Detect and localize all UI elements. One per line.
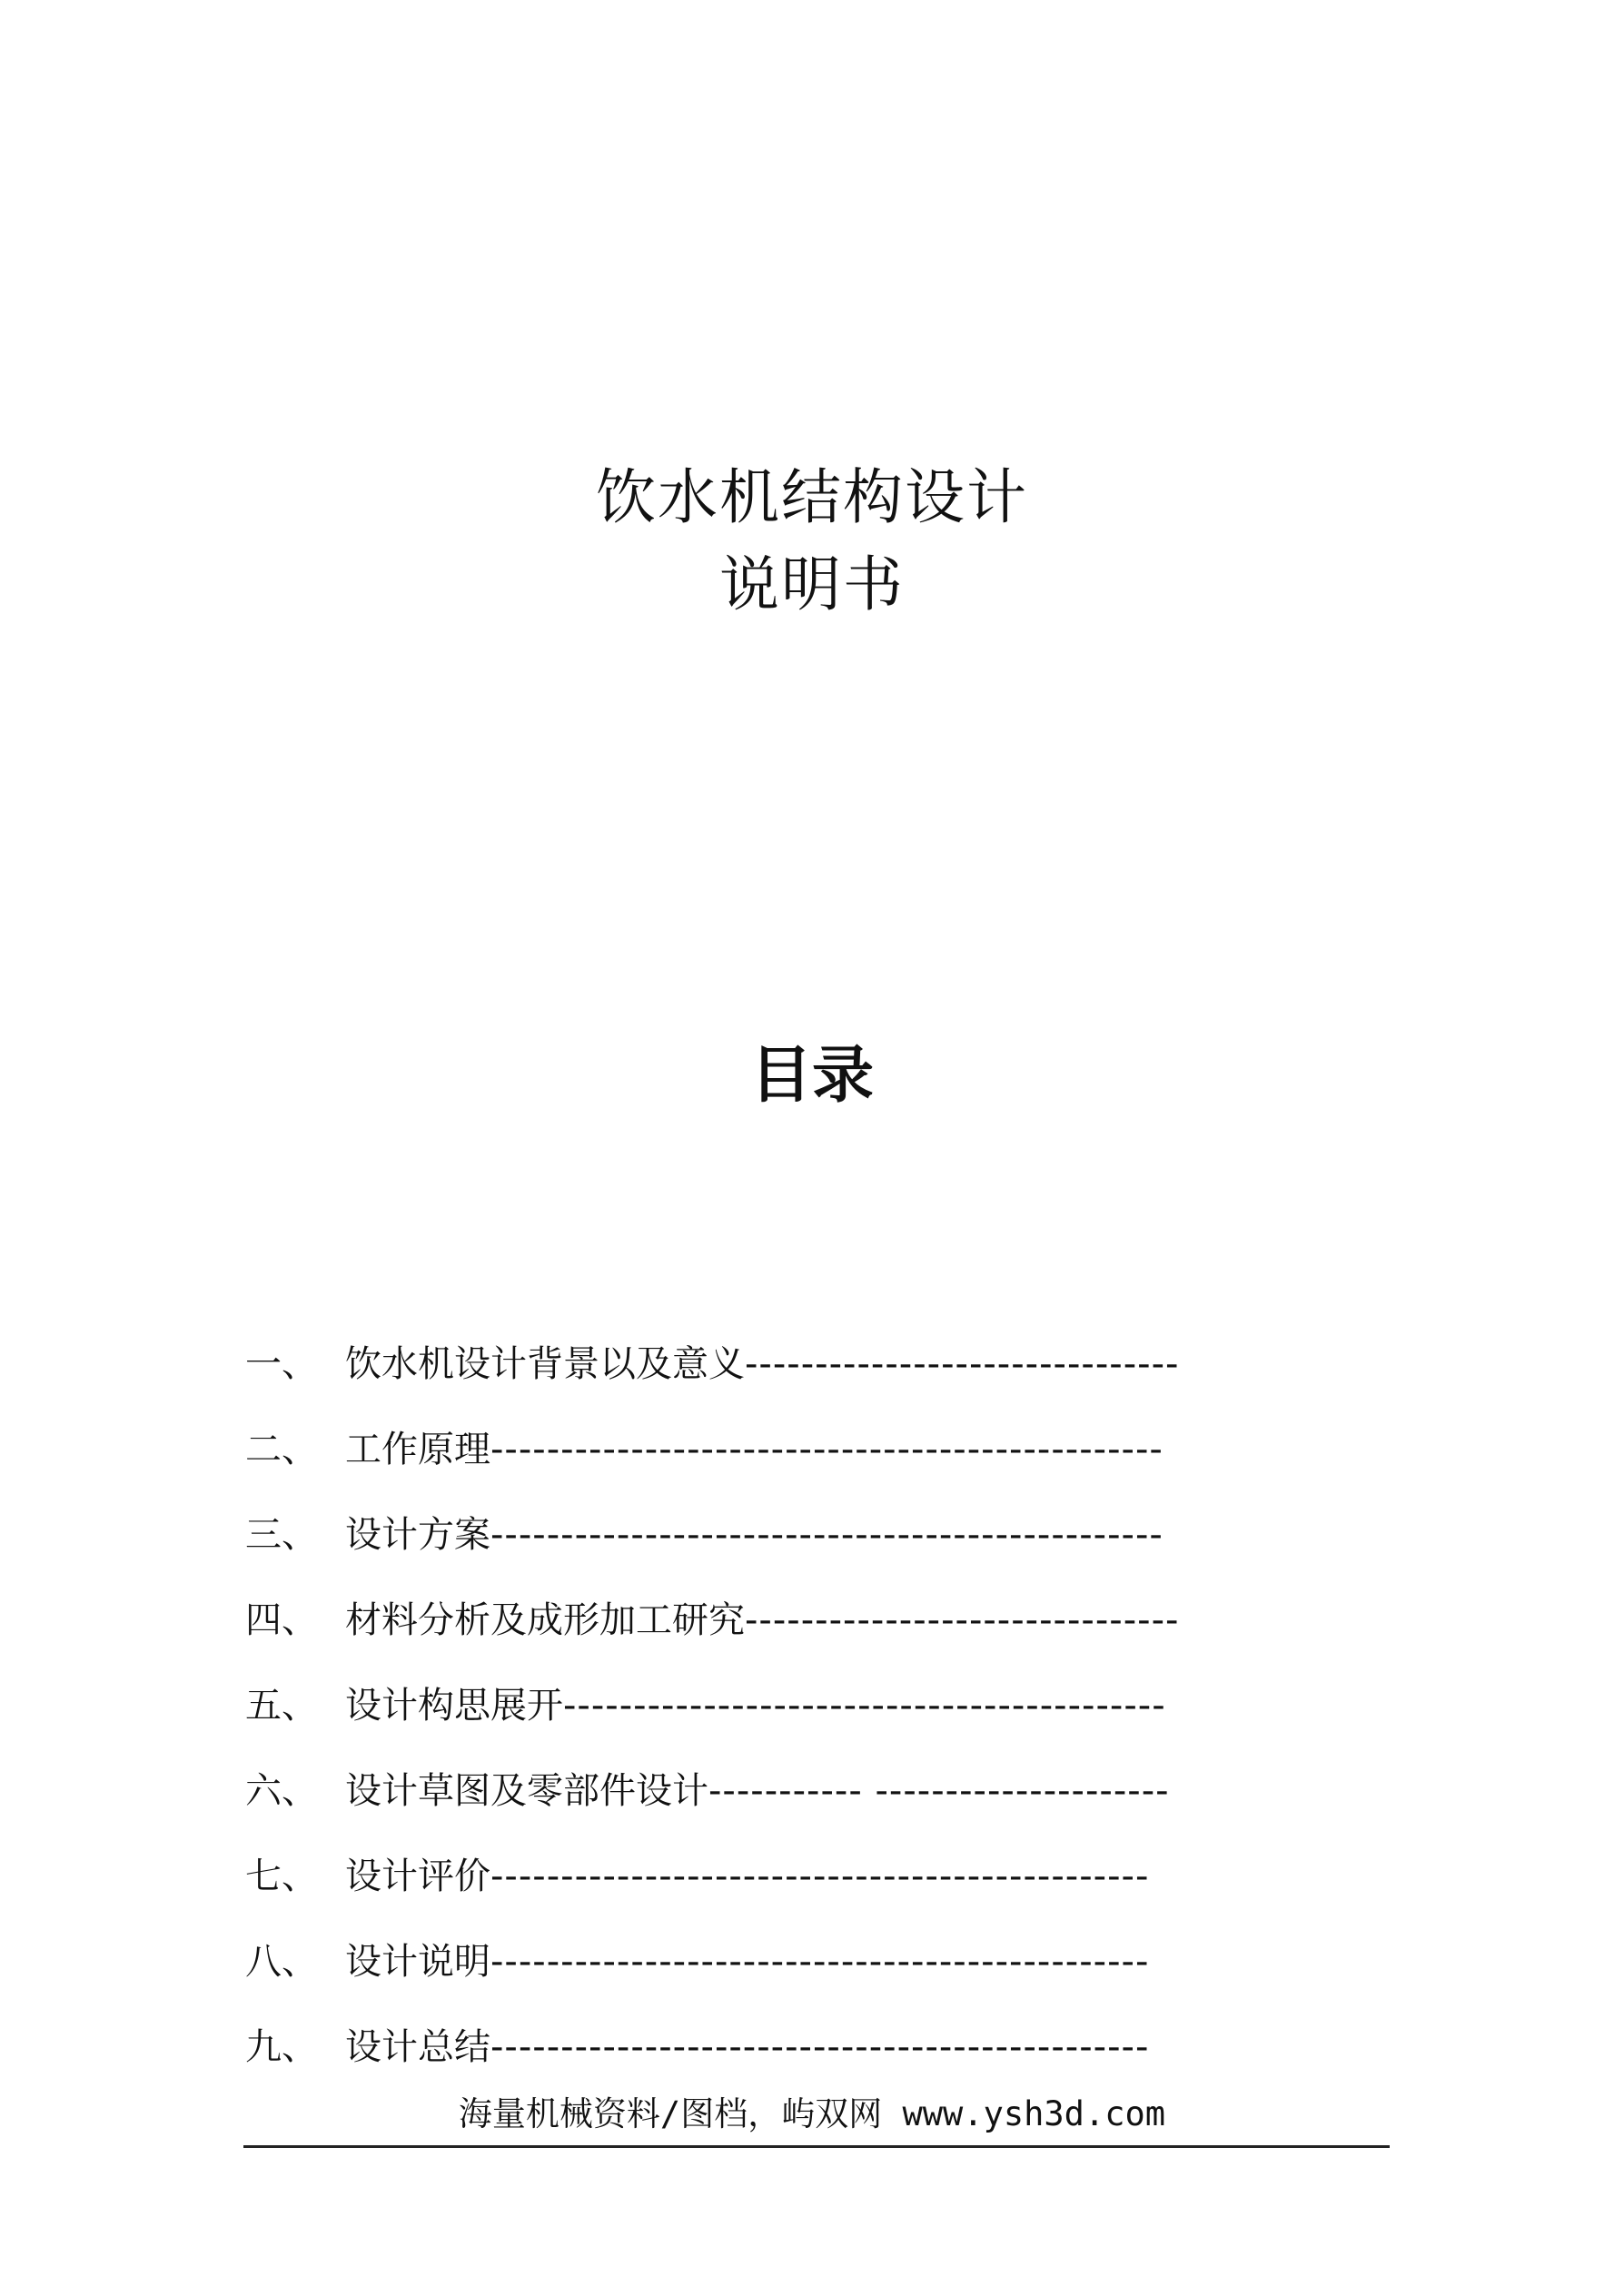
toc-item: [245, 1578, 1381, 1663]
document-title-block: [0, 454, 1624, 628]
toc-heading: 目录: [749, 1040, 874, 1112]
toc-item-leader: ------------------------------------------------: [490, 1514, 1164, 1556]
toc-item-title: 设计说明: [345, 1941, 490, 1983]
toc-item-number: 四、: [245, 1599, 318, 1641]
document-subtitle: 说明书: [719, 549, 905, 619]
toc-item-title: 材料分析及成形加工研究: [345, 1599, 745, 1641]
toc-item: [245, 1663, 1381, 1748]
toc-item-number: 一、: [245, 1343, 318, 1385]
toc-item-number: 六、: [245, 1770, 318, 1812]
toc-item: [245, 1492, 1381, 1578]
toc-item-title: 设计评价: [345, 1856, 490, 1897]
toc-item-title: 设计总结: [345, 2026, 490, 2068]
toc-item-leader: -----------------------------------------------: [490, 2026, 1150, 2068]
toc-item: [245, 1748, 1381, 1834]
toc-item-number: 九、: [245, 2026, 318, 2068]
document-title: 饮水机结构设计: [596, 462, 1028, 532]
toc-item: [245, 1919, 1381, 2004]
footer-watermark-text: 海量机械资料/图档，屿双网 www.ysh3d.com: [458, 2094, 1166, 2133]
toc-item-title: 工作原理: [345, 1429, 490, 1470]
toc-item-number: 七、: [245, 1856, 318, 1897]
toc-item-leader: -------------------------------: [745, 1599, 1180, 1641]
toc-item: [245, 1321, 1381, 1407]
toc-item-leader: -------------------------------------------: [563, 1685, 1166, 1727]
toc-item-leader: -----------------------------------------------: [490, 1941, 1150, 1983]
toc-item-leader: ------------------------------------------------: [490, 1429, 1164, 1470]
toc-item-leader: -----------------------------------------------: [490, 1856, 1150, 1897]
toc-item-title: 设计构思展开: [345, 1685, 563, 1727]
table-of-contents: [245, 1321, 1381, 2090]
toc-item: [245, 2004, 1381, 2090]
toc-item-leader: -------------------------------: [745, 1343, 1180, 1385]
toc-item-title: 设计草图及零部件设计: [345, 1770, 708, 1812]
toc-item-number: 五、: [245, 1685, 318, 1727]
toc-item-number: 三、: [245, 1514, 318, 1556]
toc-item-title: 饮水机设计背景以及意义: [345, 1343, 745, 1385]
toc-item-number: 二、: [245, 1429, 318, 1470]
toc-item-title: 设计方案: [345, 1514, 490, 1556]
toc-item: [245, 1407, 1381, 1492]
toc-item-number: 八、: [245, 1941, 318, 1983]
toc-item-leader: ----------- ---------------------: [708, 1770, 1170, 1812]
toc-item: [245, 1834, 1381, 1919]
footer-divider: [243, 2145, 1390, 2148]
